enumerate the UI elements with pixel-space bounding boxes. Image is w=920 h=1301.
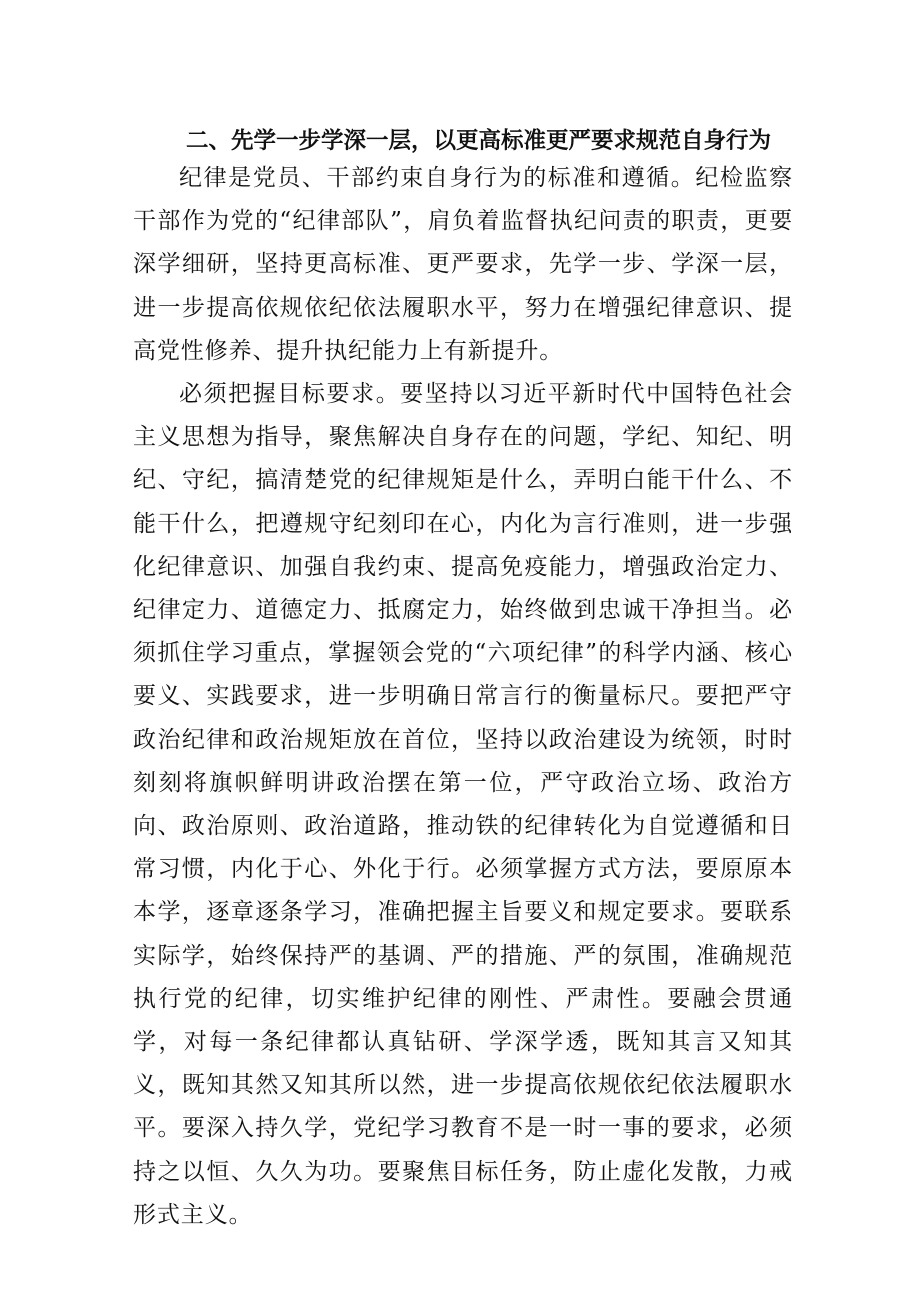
paragraph-intro: 纪律是党员、干部约束自身行为的标准和遵循。纪检监察干部作为党的“纪律部队”，肩负着监督执纪问责的职责，更要深学细研，坚持更高标准、更严要求，先学一步、学深一层，进一步提高依规依纪依法履职水平，努力在增强纪律意识、提高党性修养、提升执纪能力上有新提升。 (133, 165, 793, 364)
section-heading: 二、先学一步学深一层，以更高标准更严要求规范自身行为 (186, 128, 772, 154)
body-text (133, 157, 793, 1237)
paragraph-requirements: 必须把握目标要求。要坚持以习近平新时代中国特色社会主义思想为指导，聚焦解决自身存在的问题，学纪、知纪、明纪、守纪，搞清楚党的纪律规矩是什么，弄明白能干什么、不能干什么，把遵规守纪刻印在心，内化为言行准则，进一步强化纪律意识、加强自我约束、提高免疫能力，增强政治定力、纪律定力、道德定力、抵腐定力，始终做到忠诚干净担当。必须抓住学习重点，掌握领会党的“六项纪律”的科学内涵、核心要义、实践要求，进一步明确日常言行的衡量标尺。要把严守政治纪律和政治规矩放在首位，坚持以政治建设为统领，时时刻刻将旗帜鲜明讲政治摆在第一位，严守政治立场、政治方向、政治原则、政治道路，推动铁的纪律转化为自觉遵循和日常习惯，内化于心、外化于行。必须掌握方式方法，要原原本本学，逐章逐条学习，准确把握主旨要义和规定要求。要联系实际学，始终保持严的基调、严的措施、严的氛围，准确规范执行党的纪律，切实维护纪律的刚性、严肃性。要融会贯通学，对每一条纪律都认真钻研、学深学透，既知其言又知其义，既知其然又知其所以然，进一步提高依规依纪依法履职水平。要深入持久学，党纪学习教育不是一时一事的要求，必须持之以恒、久久为功。要聚焦目标任务，防止虚化发散，力戒形式主义。 (133, 381, 793, 1228)
